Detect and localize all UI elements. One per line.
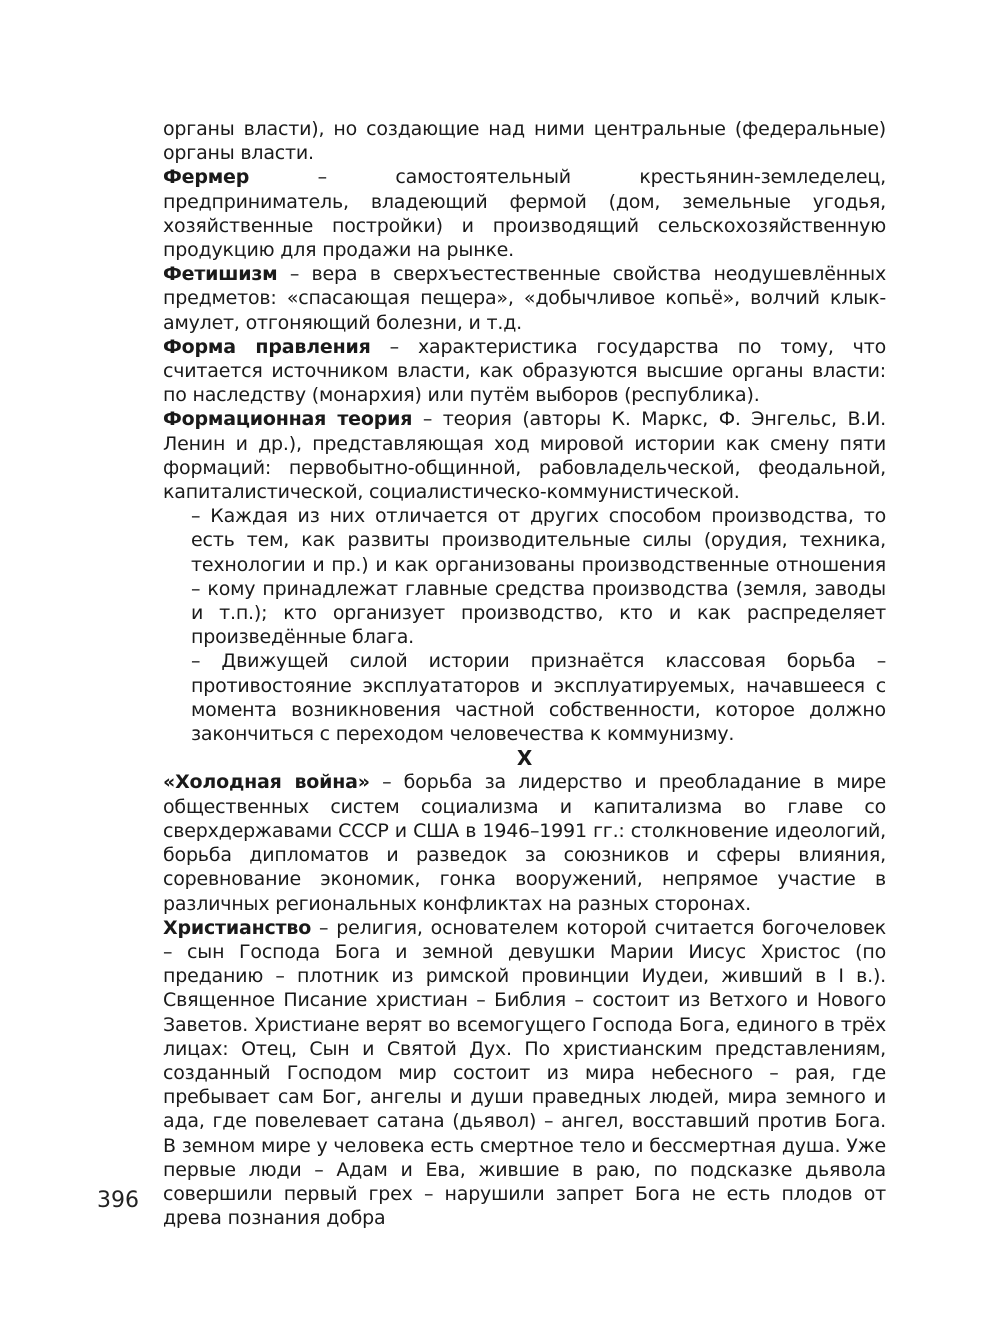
definition: – вера в сверхъестественные свойства неодушевлённых предметов: «спасающая пещера», «добычливое копьё», волчий клык-амулет, отгоняющий болезни, и т.д. [163,263,886,334]
glossary-text [163,117,886,1230]
definition: – религия, основателем которой считается богочеловек – сын Господа Бога и земной девушки Марии Иисус Христос (по преданию – плотник из римской провинции Иудеи, живший в I в.). Священное Писание христиан – Библия – состоит из Ветхого и Нового Заветов. Христиане верят во всемогущего Господа Бога, единого в трёх лицах: Отец, Сын и Святой Дух. По христианским представлениям, созданный Господом мир состоит из мира небесного – рая, где пребывает сам Бог, ангелы и души праведных людей, мира земного и ада, где повелевает сатана (дьявол) – ангел, восставший против Бога. В земном мире у человека есть смертное тело и бессмертная душа. Уже первые люди – Адам и Ева, жившие в раю, по подсказке дьявола совершили первый грех – нарушили запрет Бога не есть плодов от древа познания добра [163,916,886,1230]
glossary-entry-cold-war [163,770,886,915]
term: Форма правления [163,335,371,358]
term: Фетишизм [163,263,278,286]
term: Формационная теория [163,408,413,431]
term: «Холодная война» [163,771,370,794]
glossary-entry-formation-theory [163,407,886,504]
page-number: 396 [97,1188,139,1213]
glossary-entry-fetishism [163,262,886,335]
definition: – теория (авторы К. Маркс, Ф. Энгельс, В.И. Ленин и др.), представляющая ход мировой истории как смену пяти формаций: первобытно-общинной, рабовладельческой, феодальной, капиталистической, социалистическо-коммунистической. [163,408,887,504]
glossary-continuation: органы власти), но создающие над ними центральные (федеральные) органы власти. [163,118,886,165]
term: Христианство [163,916,312,939]
glossary-entry-farmer [163,165,886,262]
definition: – характеристика государства по тому, что считается источником власти, как образуются высшие органы власти: по наследству (монархия) или путём выборов (республика). [163,335,886,407]
section-letter-heading: Х [516,746,533,771]
glossary-entry-christianity [163,916,886,1231]
definition: – борьба за лидерство и преобладание в мире общественных систем социализма и капитализма во главе со сверхдержавами СССР и США в 1946–1991 гг.: столкновение идеологий, борьба дипломатов и разведок за союзников и сферы влияния, соревнование экономик, гонка вооружений, непрямое участие в различных региональных конфликтах на разных сторонах. [163,771,886,915]
glossary-entry-form-of-government [163,335,886,408]
definition: – самостоятельный крестьянин-земледелец, предприниматель, владеющий фермой (дом, земельные угодья, хозяйственные постройки) и производящий сельскохозяйственную продукцию для продажи на рынке. [163,166,886,262]
formation-theory-point-1: – Каждая из них отличается от других способом производства, то есть тем, как развиты производительные силы (орудия, техника, технологии и пр.) и как организованы производственные отношения – кому принадлежат главные средства производства (земля, заводы и т.п.); кто организует производство, кто и как распределяет произведённые блага. [191,505,886,649]
term: Фермер [163,166,250,189]
formation-theory-point-2: – Движущей силой истории признаётся классовая борьба – противостояние эксплуататоров и эксплуатируемых, начавшееся с момента возникновения частной собственности, которое должно закончиться с переходом человечества к коммунизму. [191,650,886,746]
